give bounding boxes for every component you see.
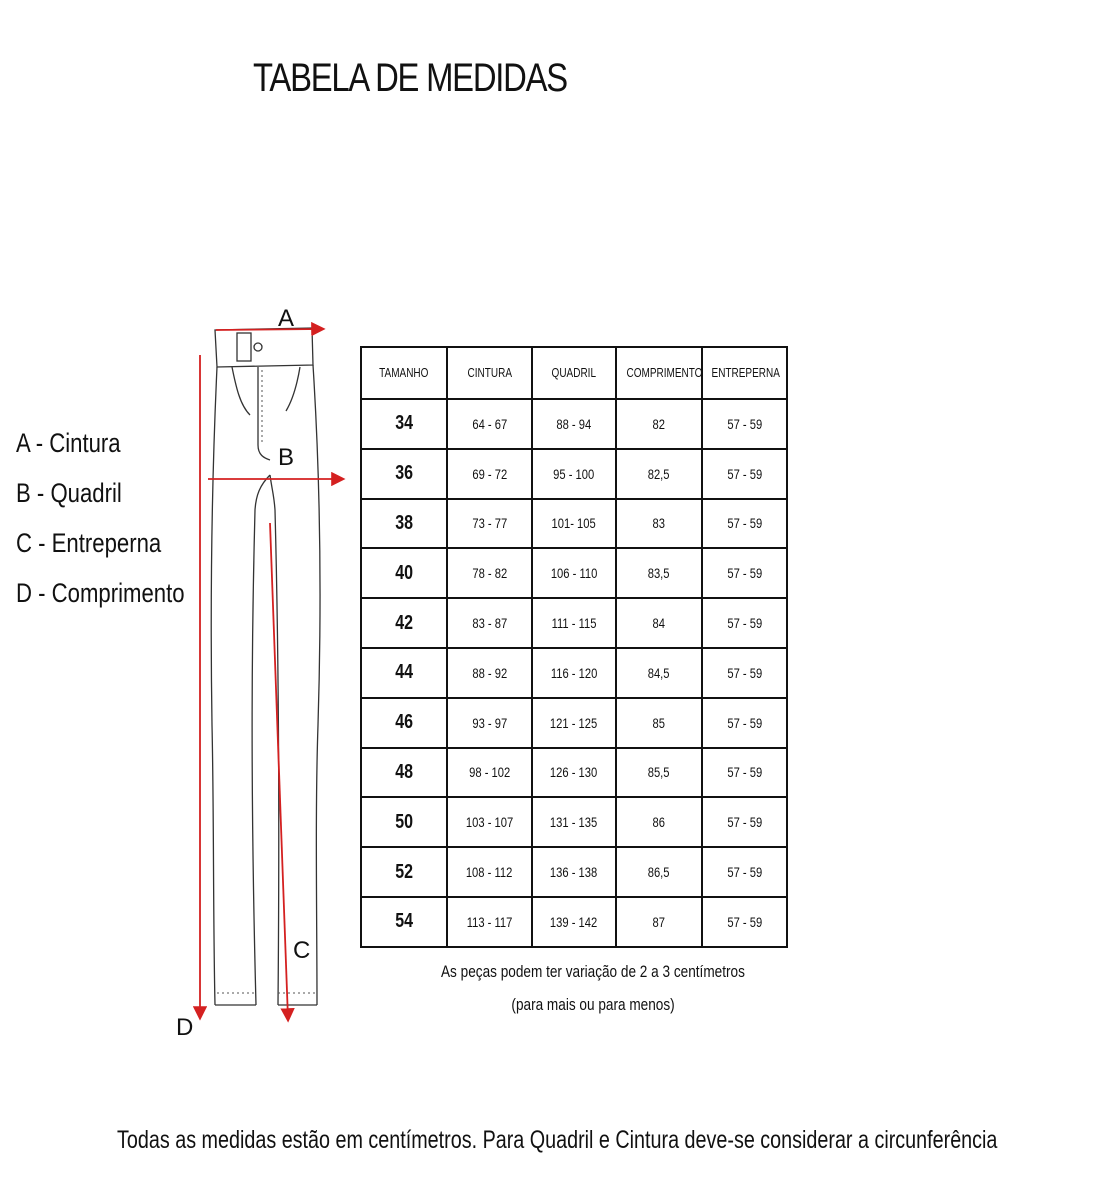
quadril-cell: 131 - 135 [532, 797, 616, 847]
cintura-cell: 98 - 102 [447, 748, 532, 798]
pants-diagram [160, 295, 360, 1055]
measurement-arrows [200, 329, 342, 1019]
legend-item-d: D - Comprimento [16, 578, 185, 608]
quadril-cell: 121 - 125 [532, 698, 616, 748]
size-cell: 40 [361, 548, 447, 598]
legend-item-b: B - Quadril [16, 478, 122, 508]
cintura-cell: 64 - 67 [447, 399, 532, 449]
comprimento-cell: 85,5 [616, 748, 702, 798]
comprimento-cell: 86,5 [616, 847, 702, 897]
table-row [361, 897, 787, 947]
quadril-cell: 111 - 115 [532, 598, 616, 648]
diagram-label-c: C [293, 937, 311, 964]
comprimento-cell: 84 [616, 598, 702, 648]
quadril-cell: 116 - 120 [532, 648, 616, 698]
entreperna-cell: 57 - 59 [702, 598, 787, 648]
comprimento-cell: 87 [616, 897, 702, 947]
quadril-cell: 126 - 130 [532, 748, 616, 798]
quadril-cell: 88 - 94 [532, 399, 616, 449]
size-cell: 52 [361, 847, 447, 897]
comprimento-cell: 84,5 [616, 648, 702, 698]
header-entreperna: ENTREPERNA [702, 347, 787, 399]
quadril-cell: 139 - 142 [532, 897, 616, 947]
entreperna-cell: 57 - 59 [702, 698, 787, 748]
header-comprimento: COMPRIMENTO [616, 347, 702, 399]
cintura-cell: 93 - 97 [447, 698, 532, 748]
cintura-cell: 108 - 112 [447, 847, 532, 897]
quadril-cell: 95 - 100 [532, 449, 616, 499]
entreperna-cell: 57 - 59 [702, 399, 787, 449]
arrow-a [216, 329, 322, 330]
button-icon [254, 343, 262, 351]
diagram-label-a: A [278, 305, 295, 332]
quadril-cell: 106 - 110 [532, 548, 616, 598]
diagram-label-b: B [278, 444, 295, 471]
comprimento-cell: 82 [616, 399, 702, 449]
table-row [361, 797, 787, 847]
comprimento-cell: 83 [616, 499, 702, 549]
table-row [361, 548, 787, 598]
stitch-lines [217, 370, 317, 993]
diagram-label-d: D [176, 1014, 194, 1041]
size-cell: 48 [361, 748, 447, 798]
table-row [361, 748, 787, 798]
size-cell: 36 [361, 449, 447, 499]
size-cell: 46 [361, 698, 447, 748]
size-cell: 44 [361, 648, 447, 698]
cintura-cell: 83 - 87 [447, 598, 532, 648]
cintura-cell: 73 - 77 [447, 499, 532, 549]
legend-item-c: C - Entreperna [16, 528, 162, 558]
size-cell: 54 [361, 897, 447, 947]
variation-note-line2: (para mais ou para menos) [511, 995, 675, 1014]
page-title: TABELA DE MEDIDAS [253, 56, 567, 100]
entreperna-cell: 57 - 59 [702, 897, 787, 947]
table-row [361, 847, 787, 897]
table-row [361, 648, 787, 698]
table-row [361, 399, 787, 449]
entreperna-cell: 57 - 59 [702, 648, 787, 698]
cintura-cell: 103 - 107 [447, 797, 532, 847]
table-row [361, 598, 787, 648]
table-header-row [361, 347, 787, 399]
entreperna-cell: 57 - 59 [702, 797, 787, 847]
cintura-cell: 78 - 82 [447, 548, 532, 598]
pants-outline [211, 328, 320, 1005]
entreperna-cell: 57 - 59 [702, 499, 787, 549]
quadril-cell: 101- 105 [532, 499, 616, 549]
header-cintura: CINTURA [447, 347, 532, 399]
entreperna-cell: 57 - 59 [702, 548, 787, 598]
table-body [361, 399, 787, 947]
header-quadril: QUADRIL [532, 347, 616, 399]
size-cell: 50 [361, 797, 447, 847]
comprimento-cell: 83,5 [616, 548, 702, 598]
comprimento-cell: 82,5 [616, 449, 702, 499]
comprimento-cell: 86 [616, 797, 702, 847]
entreperna-cell: 57 - 59 [702, 449, 787, 499]
size-cell: 42 [361, 598, 447, 648]
cintura-cell: 69 - 72 [447, 449, 532, 499]
table-row [361, 449, 787, 499]
variation-note-line1: As peças podem ter variação de 2 a 3 centímetros [441, 962, 745, 981]
size-table [360, 346, 788, 948]
size-cell: 34 [361, 399, 447, 449]
cintura-cell: 88 - 92 [447, 648, 532, 698]
entreperna-cell: 57 - 59 [702, 847, 787, 897]
table-row [361, 499, 787, 549]
table-row [361, 698, 787, 748]
legend-item-a: A - Cintura [16, 428, 121, 458]
footer-note: Todas as medidas estão em centímetros. Para Quadril e Cintura deve-se considerar a circunferência [117, 1126, 998, 1154]
entreperna-cell: 57 - 59 [702, 748, 787, 798]
comprimento-cell: 85 [616, 698, 702, 748]
header-tamanho: TAMANHO [361, 347, 447, 399]
quadril-cell: 136 - 138 [532, 847, 616, 897]
cintura-cell: 113 - 117 [447, 897, 532, 947]
size-cell: 38 [361, 499, 447, 549]
